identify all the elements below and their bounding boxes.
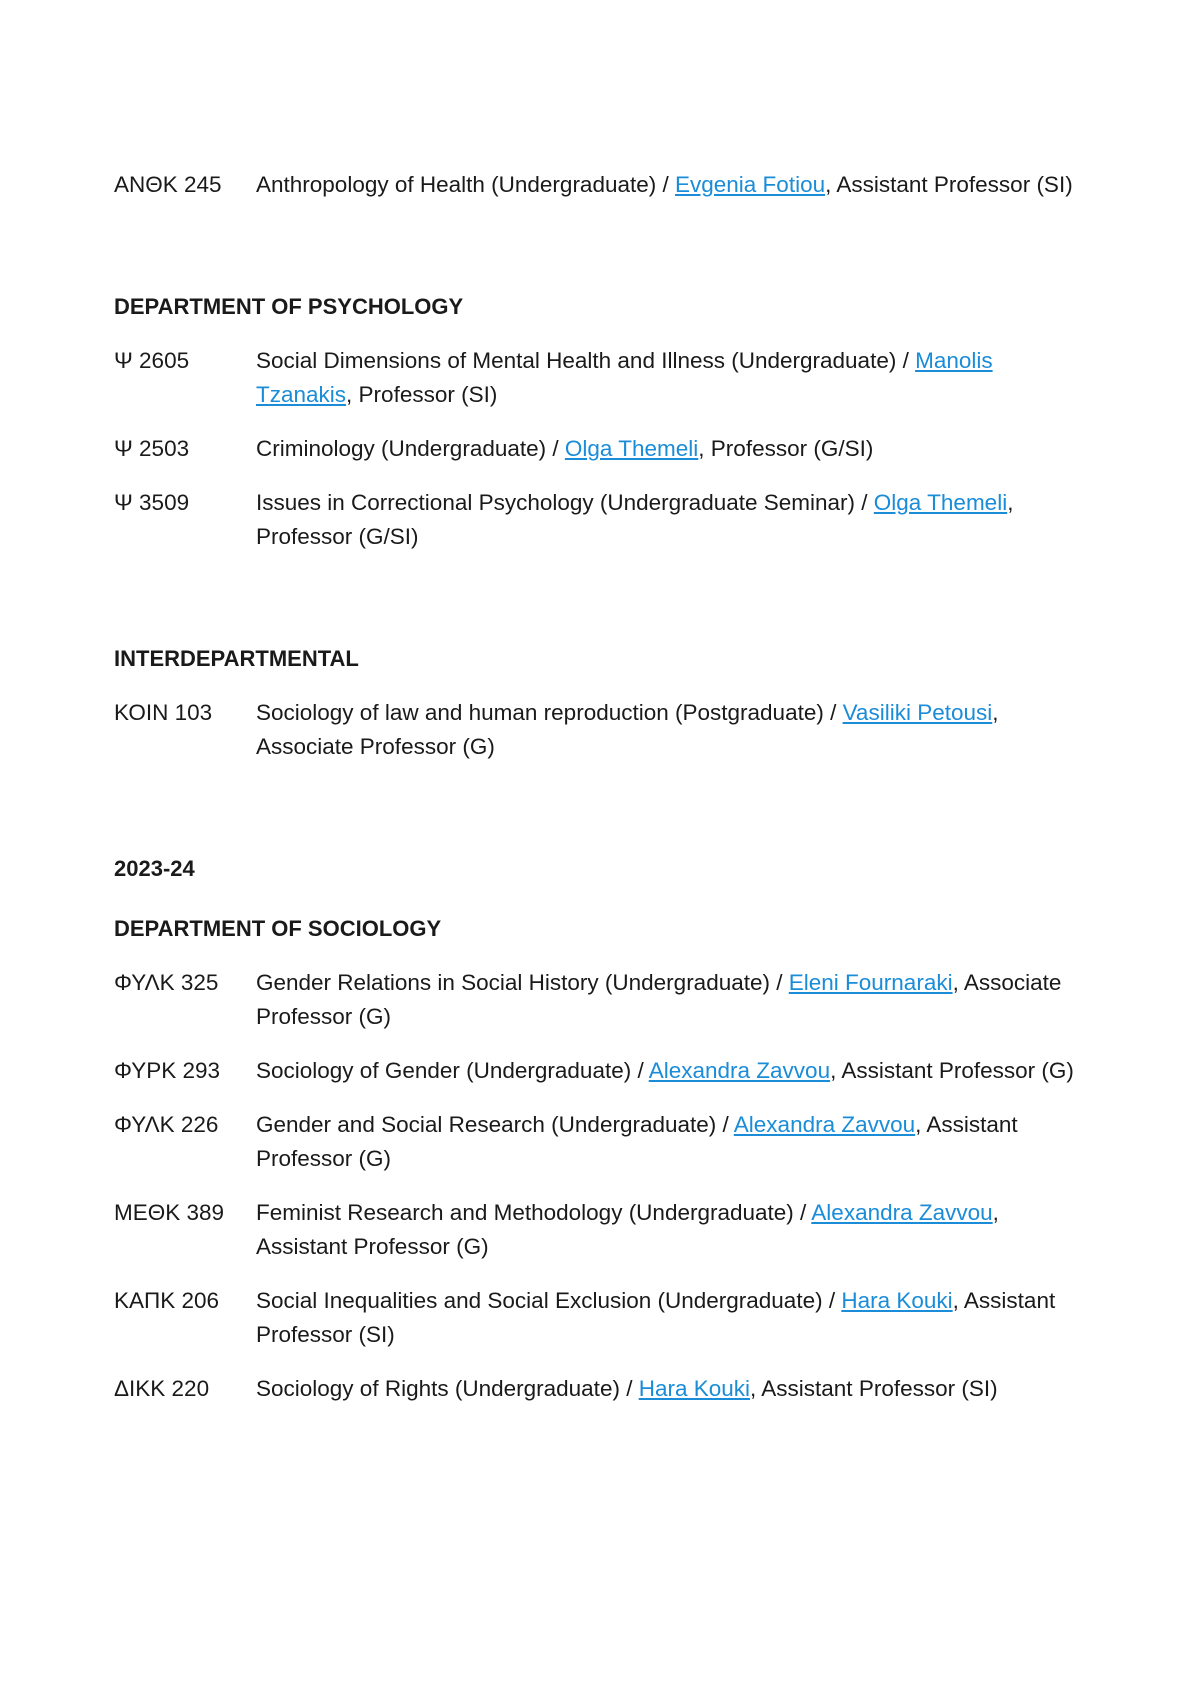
instructor-rank: , Assistant Professor (SI) bbox=[825, 172, 1073, 197]
course-entry bbox=[114, 1108, 1074, 1176]
course-description bbox=[256, 432, 1074, 466]
instructor-link[interactable]: Olga Themeli bbox=[873, 490, 1008, 515]
course-title: Social Inequalities and Social Exclusion (Undergraduate) / bbox=[256, 1288, 842, 1313]
document-page bbox=[114, 168, 1074, 1406]
course-title: Sociology of law and human reproduction (Postgraduate) / bbox=[256, 700, 843, 725]
instructor-rank: , Assistant Professor (G) bbox=[830, 1058, 1074, 1083]
instructor-rank: , Assistant Professor (G) bbox=[256, 1112, 1018, 1171]
instructor-link[interactable]: Vasiliki Petousi bbox=[842, 700, 993, 725]
year-heading: 2023-24 bbox=[114, 856, 195, 881]
instructor-rank: , Associate Professor (G) bbox=[256, 970, 1062, 1029]
course-code: Ψ 3509 bbox=[114, 490, 190, 515]
course-code: ΦΥΛΚ 325 bbox=[114, 970, 219, 995]
course-title: Criminology (Undergraduate) / bbox=[256, 436, 565, 461]
course-entry bbox=[114, 432, 1074, 466]
course-entry bbox=[114, 1372, 1074, 1406]
course-entry bbox=[114, 344, 1074, 412]
course-description bbox=[256, 1372, 1074, 1406]
instructor-link[interactable]: Olga Themeli bbox=[564, 436, 699, 461]
instructor-link[interactable]: Eleni Fournaraki bbox=[788, 970, 953, 995]
course-description bbox=[256, 344, 1074, 412]
course-entry bbox=[114, 696, 1074, 764]
course-title: Gender Relations in Social History (Undergraduate) / bbox=[256, 970, 789, 995]
course-code: ΜΕΘΚ 389 bbox=[114, 1200, 225, 1225]
instructor-link[interactable]: Hara Kouki bbox=[841, 1288, 953, 1313]
course-description bbox=[256, 168, 1074, 202]
section-heading-interdepartmental: INTERDEPARTMENTAL bbox=[114, 646, 359, 671]
instructor-link[interactable]: Hara Kouki bbox=[638, 1376, 751, 1401]
course-title: Anthropology of Health (Undergraduate) / bbox=[256, 172, 675, 197]
course-code: ΑΝΘΚ 245 bbox=[114, 172, 222, 197]
course-entry bbox=[114, 1284, 1074, 1352]
instructor-rank: , Associate Professor (G) bbox=[256, 700, 999, 759]
instructor-link[interactable]: Manolis Tzanakis bbox=[256, 348, 993, 407]
instructor-rank: , Assistant Professor (SI) bbox=[750, 1376, 998, 1401]
course-description bbox=[256, 696, 1074, 764]
course-description bbox=[256, 1196, 1074, 1264]
course-code: ΦΥΡΚ 293 bbox=[114, 1058, 221, 1083]
course-title: Gender and Social Research (Undergraduate) / bbox=[256, 1112, 734, 1137]
course-code: Ψ 2605 bbox=[114, 348, 190, 373]
course-entry bbox=[114, 168, 1074, 202]
course-title: Sociology of Gender (Undergraduate) / bbox=[256, 1058, 649, 1083]
course-description bbox=[256, 486, 1074, 554]
course-code: ΚΑΠΚ 206 bbox=[114, 1288, 220, 1313]
section-heading-sociology: DEPARTMENT OF SOCIOLOGY bbox=[114, 916, 442, 941]
course-entry bbox=[114, 1054, 1074, 1088]
course-title: Issues in Correctional Psychology (Undergraduate Seminar) / bbox=[256, 490, 874, 515]
course-code: ΚΟΙΝ 103 bbox=[114, 700, 213, 725]
course-description bbox=[256, 1108, 1074, 1176]
instructor-rank: , Assistant Professor (SI) bbox=[256, 1288, 1056, 1347]
course-entry bbox=[114, 966, 1074, 1034]
course-title: Sociology of Rights (Undergraduate) / bbox=[256, 1376, 639, 1401]
instructor-rank: , Professor (SI) bbox=[346, 382, 498, 407]
course-description bbox=[256, 1284, 1074, 1352]
instructor-link[interactable]: Alexandra Zavvou bbox=[733, 1112, 916, 1137]
course-code: ΦΥΛΚ 226 bbox=[114, 1112, 219, 1137]
course-entry bbox=[114, 1196, 1074, 1264]
course-description bbox=[256, 966, 1074, 1034]
course-code: Ψ 2503 bbox=[114, 436, 190, 461]
instructor-link[interactable]: Alexandra Zavvou bbox=[811, 1200, 993, 1225]
course-code: ΔΙΚΚ 220 bbox=[114, 1376, 210, 1401]
course-title: Social Dimensions of Mental Health and Illness (Undergraduate) / bbox=[256, 348, 916, 373]
section-heading-psychology: DEPARTMENT OF PSYCHOLOGY bbox=[114, 294, 464, 319]
course-description bbox=[256, 1054, 1074, 1088]
course-entry bbox=[114, 486, 1074, 554]
instructor-rank: , Assistant Professor (G) bbox=[256, 1200, 999, 1259]
instructor-rank: , Professor (G/SI) bbox=[698, 436, 874, 461]
instructor-rank: , Professor (G/SI) bbox=[256, 490, 1014, 549]
instructor-link[interactable]: Alexandra Zavvou bbox=[648, 1058, 831, 1083]
course-title: Feminist Research and Methodology (Undergraduate) / bbox=[256, 1200, 812, 1225]
instructor-link[interactable]: Evgenia Fotiou bbox=[675, 172, 826, 197]
